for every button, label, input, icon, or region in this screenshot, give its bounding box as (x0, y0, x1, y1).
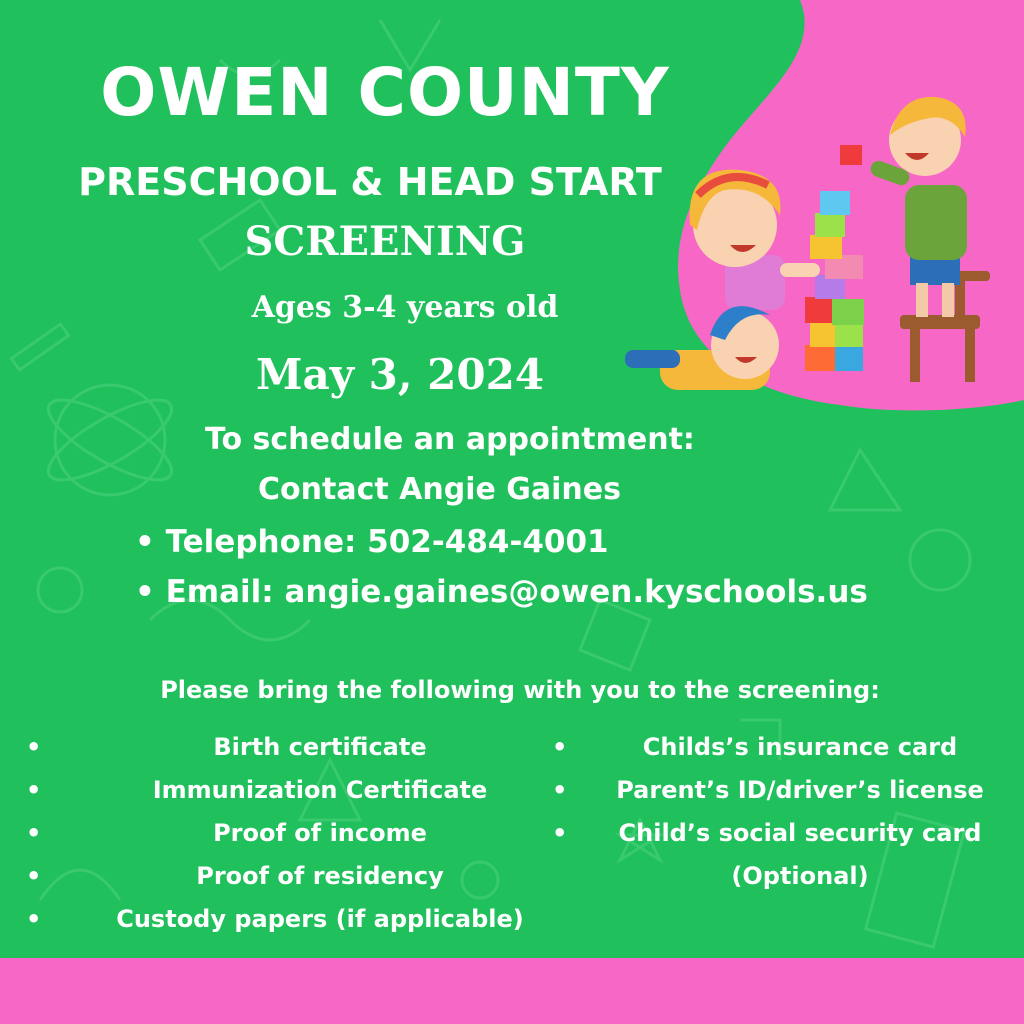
bullet: • (26, 776, 42, 804)
bullet: • (26, 862, 42, 890)
phone-text: Telephone: 502-484-4001 (165, 524, 609, 560)
list-item: Birth certificate (213, 733, 427, 761)
block-tower (805, 191, 864, 371)
list-item: Custody papers (if applicable) (116, 905, 524, 933)
list-item: Proof of income (213, 819, 427, 847)
schedule-line: To schedule an appointment: (205, 422, 695, 457)
bullet: • (135, 524, 155, 560)
poster-subtitle: PRESCHOOL & HEAD START (78, 160, 662, 204)
bullet: • (26, 905, 42, 933)
list-item: Childs’s insurance card (642, 733, 958, 761)
age-range: Ages 3-4 years old (251, 290, 559, 325)
phone-line (135, 524, 609, 560)
list-item: Proof of residency (196, 862, 444, 890)
list-item: Parent’s ID/driver’s license (616, 776, 984, 804)
lying-child (625, 306, 779, 390)
bullet: • (26, 733, 42, 761)
poster-title: OWEN COUNTY (100, 54, 670, 131)
list-item: Immunization Certificate (152, 776, 488, 804)
contact-line: Contact Angie Gaines (258, 472, 621, 507)
bullet: • (552, 776, 568, 804)
bullet: • (552, 819, 568, 847)
list-item: Child’s social security card (618, 819, 982, 847)
screening-label: SCREENING (244, 218, 526, 265)
bring-heading: Please bring the following with you to the screening: (160, 676, 880, 704)
bullet: • (552, 733, 568, 761)
kids-playing-blocks-illustration (620, 95, 1000, 425)
list-item: (Optional) (731, 862, 869, 890)
girl-child (690, 170, 820, 310)
standing-child (840, 97, 967, 317)
bottom-pink-bar (0, 958, 1024, 1024)
bullet: • (26, 819, 42, 847)
email-text: Email: angie.gaines@owen.kyschools.us (165, 574, 868, 610)
event-date: May 3, 2024 (255, 350, 545, 399)
bullet: • (135, 574, 155, 610)
email-line (135, 574, 868, 610)
